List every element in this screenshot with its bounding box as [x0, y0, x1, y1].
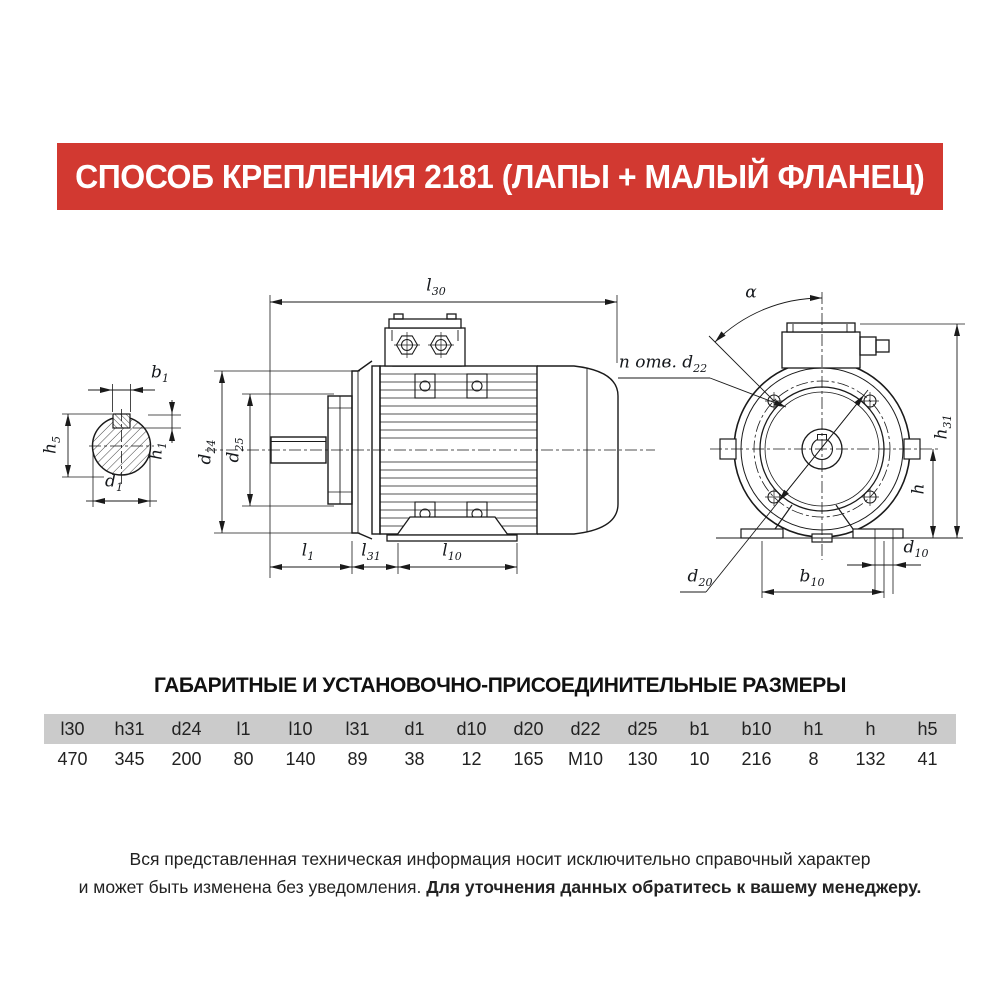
- table-header-cell: d1: [404, 719, 425, 739]
- table-header-cell: h1: [803, 719, 824, 739]
- table-value-cell: 165: [513, 749, 544, 769]
- table-header-cell: d25: [627, 719, 658, 739]
- table-header-cell: d24: [171, 719, 202, 739]
- dim-label-h: h: [908, 483, 929, 495]
- dim-label-d20: $d_{20}$: [687, 566, 713, 589]
- table-header-cell: d10: [456, 719, 487, 739]
- table-value-cell: 216: [741, 749, 772, 769]
- dim-label-h5: $h_5$: [40, 436, 63, 454]
- dim-label-d10: $d_{10}$: [903, 537, 929, 560]
- table-value-cell: 89: [347, 749, 368, 769]
- table-header-cell: l30: [60, 719, 85, 739]
- table-value-cell: 10: [689, 749, 710, 769]
- table-header-cell: b10: [741, 719, 772, 739]
- dim-label-l31: $l_{31}$: [361, 540, 381, 563]
- banner: [57, 143, 943, 210]
- technical-drawing: [0, 250, 1000, 650]
- table-value-cell: 140: [285, 749, 316, 769]
- table-header-cell: l10: [288, 719, 313, 739]
- banner-title: СПОСОБ КРЕПЛЕНИЯ 2181 (ЛАПЫ + МАЛЫЙ ФЛАНЕЦ): [75, 157, 925, 195]
- table-header-cell: d22: [570, 719, 601, 739]
- table-header-cell: h5: [917, 719, 938, 739]
- motor-side-view: [205, 295, 786, 578]
- dim-label-l10: $l_{10}$: [442, 540, 462, 563]
- dim-label-alpha: α: [745, 282, 757, 303]
- dim-label-b1: $b_1$: [151, 362, 169, 385]
- dim-label-n-holes-d22: n отв. $d_{22}$: [618, 352, 708, 375]
- table-header-cell: h: [865, 719, 876, 739]
- dim-label-b10: $b_{10}$: [799, 566, 825, 589]
- table-header-cell: b1: [689, 719, 710, 739]
- table-value-cell: 345: [114, 749, 145, 769]
- dim-label-h31: $h_{31}$: [931, 414, 954, 440]
- dimensions-table: [44, 714, 956, 774]
- table-value-cell: 130: [627, 749, 658, 769]
- footer-line-1: Вся представленная техническая информация носит исключительно справочный характер: [129, 849, 871, 869]
- footer-line-2: и может быть изменена без уведомления. Для уточнения данных обратитесь к вашему менеджеру.: [78, 877, 922, 897]
- table-values-row: [44, 744, 956, 774]
- section-title: ГАБАРИТНЫЕ И УСТАНОВОЧНО-ПРИСОЕДИНИТЕЛЬНЫЕ РАЗМЕРЫ: [153, 674, 846, 697]
- dim-label-h1: $h_1$: [146, 442, 169, 460]
- table-header-cell: l1: [236, 719, 251, 739]
- table-value-cell: 470: [57, 749, 88, 769]
- table-value-cell: 41: [917, 749, 938, 769]
- dim-label-d24: $d_{24}$: [195, 439, 218, 465]
- table-header-row: [44, 714, 956, 744]
- table-header-cell: h31: [114, 719, 145, 739]
- table-value-cell: 132: [855, 749, 886, 769]
- table-value-cell: 200: [171, 749, 202, 769]
- dim-label-d25: $d_{25}$: [223, 437, 246, 463]
- table-header-cell: d20: [513, 719, 544, 739]
- footer-disclaimer: [0, 845, 1000, 901]
- table-value-cell: 12: [461, 749, 482, 769]
- dim-label-l1: $l_1$: [301, 540, 315, 563]
- dim-label-d1: $d_1$: [105, 471, 123, 494]
- table-value-cell: 80: [233, 749, 254, 769]
- table-value-cell: 38: [404, 749, 425, 769]
- dim-label-l30: $l_{30}$: [426, 275, 446, 298]
- table-header-cell: l31: [345, 719, 370, 739]
- table-value-cell: 8: [808, 749, 819, 769]
- table-value-cell: M10: [567, 749, 603, 769]
